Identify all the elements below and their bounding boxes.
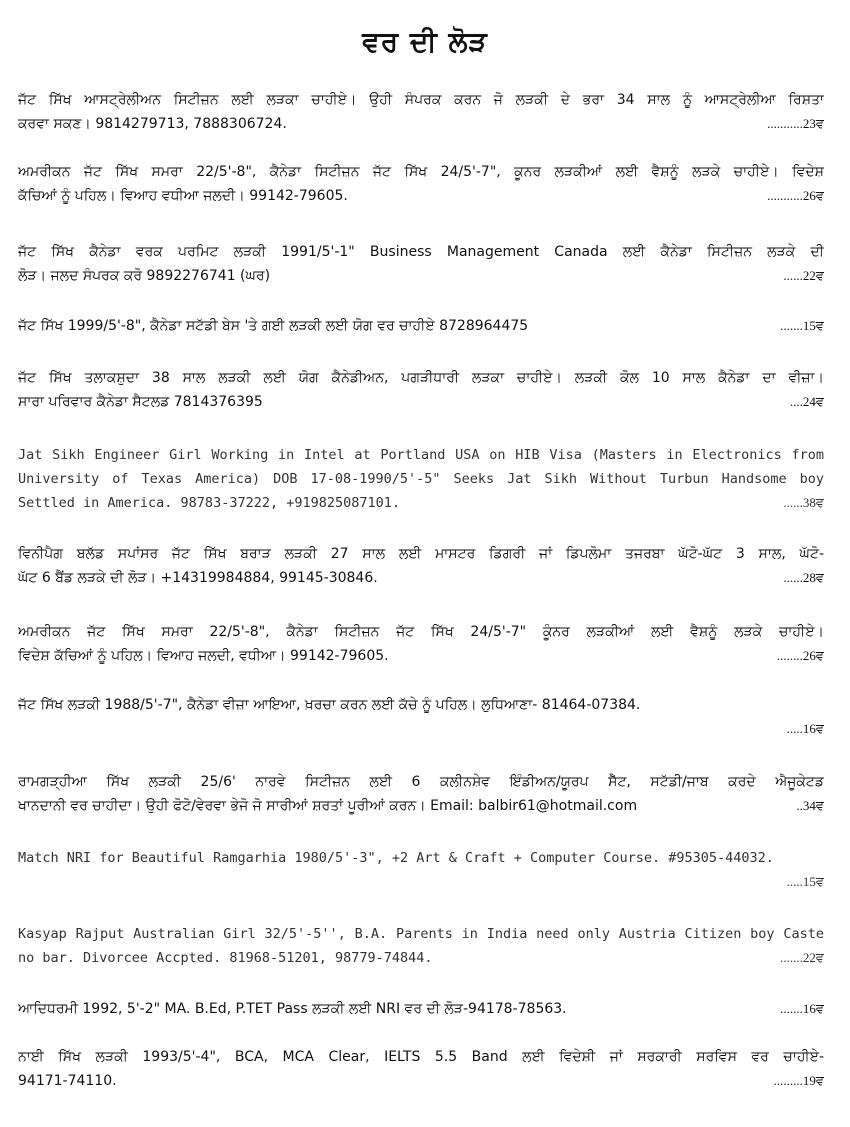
classified-ad-3: [18, 240, 824, 288]
ad-code: ...........23ਵ: [767, 116, 824, 131]
ad-code: .......16ਵ: [780, 1001, 824, 1016]
ad-code: .....16ਵ: [786, 721, 824, 736]
ad-code: .......15ਵ: [780, 318, 824, 333]
ad-line: University of Texas America) DOB 17-08-1990/5'-5" Seeks Jat Sikh Without Turbun Handsome boy: [18, 471, 824, 487]
classified-ad-13: [18, 997, 824, 1021]
ad-line: ਜੱਟ ਸਿੱਖ ਲੜਕੀ 1988/5'-7", ਕੈਨੇਡਾ ਵੀਜ਼ਾ ਆਇਆ, ਖ਼ਰਚਾ ਕਰਨ ਲਈ ਕੱਚੇ ਨੂੰ ਪਹਿਲ। ਲੁਧਿਆਣਾ- 81464-07384.: [18, 697, 641, 713]
ad-code: ......22ਵ: [783, 268, 824, 283]
ad-code: .........19ਵ: [773, 1073, 824, 1088]
ad-line: ਘੱਟ 6 ਬੈਂਡ ਲੜਕੇ ਦੀ ਲੋੜ। +14319984884, 99145-30846.: [18, 570, 378, 586]
classified-ad-6: [18, 443, 824, 515]
classified-ad-7: [18, 542, 824, 590]
ad-line: Match NRI for Beautiful Ramgarhia 1980/5'-3", +2 Art & Craft + Computer Course. #95305-44032.: [18, 850, 774, 866]
ad-code: .....15ਵ: [786, 874, 824, 889]
classified-ad-9: [18, 693, 824, 741]
ad-line: Jat Sikh Engineer Girl Working in Intel at Portland USA on HIB Visa (Masters in Electronics from: [18, 447, 824, 463]
ad-line: ਸਾਰਾ ਪਰਿਵਾਰ ਕੈਨੇਡਾ ਸੈਟਲਡ 7814376395: [18, 394, 263, 410]
page-title: ਵਰ ਦੀ ਲੋੜ: [362, 25, 488, 58]
ad-line: ਅਮਰੀਕਨ ਜੱਟ ਸਿੱਖ ਸਮਰਾ 22/5'-8", ਕੈਨੇਡਾ ਸਿਟੀਜ਼ਨ ਜੱਟ ਸਿੱਖ 24/5'-7", ਕੂਨਰ ਲੜਕੀਆਂ ਲਈ ਵੈਸ਼ਨੂੰ ਲੜਕੇ ਚਾਹੀਏ। ਵਿਦੇਸ਼: [18, 164, 824, 180]
ad-code: ......38ਵ: [783, 495, 824, 510]
ad-line: ਜੱਟ ਸਿੱਖ ਆਸਟ੍ਰੇਲੀਅਨ ਸਿਟੀਜ਼ਨ ਲਈ ਲੜਕਾ ਚਾਹੀਏ। ਉਹੀ ਸੰਪਰਕ ਕਰਨ ਜੋ ਲੜਕੀ ਦੇ ਭਰਾ 34 ਸਾਲ ਨੂੰ ਆਸਟ੍ਰੇਲੀਆ ਰਿਸ਼ਤਾ: [18, 92, 824, 108]
ad-code: ......28ਵ: [783, 570, 824, 585]
ad-line: ਵਿਦੇਸ਼ ਕੱਚਿਆਂ ਨੂੰ ਪਹਿਲ। ਵਿਆਹ ਜਲਦੀ, ਵਧੀਆ। 99142-79605.: [18, 648, 389, 664]
ad-line: ਵਿਨੀਪੈਗ ਬਲੱਡ ਸਪਾਂਸਰ ਜੱਟ ਸਿੱਖ ਬਰਾੜ ਲੜਕੀ 27 ਸਾਲ ਲਈ ਮਾਸਟਰ ਡਿਗਰੀ ਜਾਂ ਡਿਪਲੋਮਾ ਤਜਰਬਾ ਘੱਟੋ-ਘੱਟ 3 ਸਾਲ, ਘੱਟੋ-: [18, 546, 824, 562]
ad-line: ਰਾਮਗੜ੍ਹੀਆ ਸਿੱਖ ਲੜਕੀ 25/6' ਨਾਰਵੇ ਸਿਟੀਜ਼ਨ ਲਈ 6 ਕਲੀਨਸ਼ੇਵ ਇੰਡੀਅਨ/ਯੂਰਪ ਸੈੱਟ, ਸਟੱਡੀ/ਜਾਬ ਕਰਦੇ ਐਜੂਕੇਟਡ: [18, 774, 824, 790]
ad-line: ਕੱਚਿਆਂ ਨੂੰ ਪਹਿਲ। ਵਿਆਹ ਵਧੀਆ ਜਲਦੀ। 99142-79605.: [18, 188, 348, 204]
classified-ad-12: [18, 922, 824, 970]
ad-line: ਲੋੜ। ਜਲਦ ਸੰਪਰਕ ਕਰੋ 9892276741 (ਘਰ): [18, 268, 271, 284]
ad-line: ਅਮਰੀਕਨ ਜੱਟ ਸਿੱਖ ਸਮਰਾ 22/5'-8", ਕੈਨੇਡਾ ਸਿਟੀਜ਼ਨ ਜੱਟ ਸਿੱਖ 24/5'-7" ਕੂੰਨਰ ਲੜਕੀਆਂ ਲਈ ਵੈਸ਼ਨੂੰ ਲੜਕੇ ਚਾਹੀਏ।: [18, 624, 824, 640]
ad-line: 94171-74110.: [18, 1073, 117, 1089]
classified-ad-11: [18, 846, 824, 894]
ad-line: ਜੱਟ ਸਿੱਖ ਤਲਾਕਸ਼ੁਦਾ 38 ਸਾਲ ਲੜਕੀ ਲਈ ਯੋਗ ਕੈਨੇਡੀਅਨ, ਪਗੜੀਧਾਰੀ ਲੜਕਾ ਚਾਹੀਏ। ਲੜਕੀ ਕੋਲ 10 ਸਾਲ ਕੈਨੇਡਾ ਦਾ ਵੀਜ਼ਾ।: [18, 370, 824, 386]
ad-line: ਆਦਿਧਰਮੀ 1992, 5'-2" MA. B.Ed, P.TET Pass ਲੜਕੀ ਲਈ NRI ਵਰ ਦੀ ਲੋੜ-94178-78563.: [18, 1001, 567, 1017]
ad-line: Settled in America. 98783-37222, +919825087101.: [18, 495, 401, 511]
ad-line: ਨਾਈ ਸਿੱਖ ਲੜਕੀ 1993/5'-4", BCA, MCA Clear, IELTS 5.5 Band ਲਈ ਵਿਦੇਸ਼ੀ ਜਾਂ ਸਰਕਾਰੀ ਸਰਵਿਸ ਵਰ ਚਾਹੀਏ-: [18, 1049, 824, 1065]
classified-ad-1: [18, 88, 824, 136]
classified-ad-10: [18, 770, 824, 818]
classified-ad-8: [18, 620, 824, 668]
ad-code: ........26ਵ: [776, 648, 824, 663]
classified-ad-14: [18, 1045, 824, 1093]
ad-line: Kasyap Rajput Australian Girl 32/5'-5'', B.A. Parents in India need only Austria Citizen boy Caste: [18, 926, 824, 942]
ad-line: ਜੱਟ ਸਿੱਖ ਕੈਨੇਡਾ ਵਰਕ ਪਰਮਿਟ ਲੜਕੀ 1991/5'-1" Business Management Canada ਲਈ ਕੈਨੇਡਾ ਸਿਟੀਜ਼ਨ ਲੜਕੇ ਦੀ: [18, 244, 824, 260]
classified-ad-5: [18, 366, 824, 414]
ad-line: no bar. Divorcee Accpted. 81968-51201, 98779-74844.: [18, 950, 433, 966]
ad-line: ਜੱਟ ਸਿੱਖ 1999/5'-8", ਕੈਨੇਡਾ ਸਟੱਡੀ ਬੇਸ 'ਤੇ ਗਈ ਲੜਕੀ ਲਈ ਯੋਗ ਵਰ ਚਾਹੀਏ 8728964475: [18, 318, 529, 334]
ad-code: ....24ਵ: [789, 394, 824, 409]
classified-ad-2: [18, 160, 824, 208]
classified-ad-4: [18, 314, 824, 338]
ad-code: ..34ਵ: [796, 798, 824, 813]
ad-line: ਕਰਵਾ ਸਕਣ। 9814279713, 7888306724.: [18, 116, 287, 132]
ad-code: .......22ਵ: [780, 950, 824, 965]
ad-line: ਖਾਨਦਾਨੀ ਵਰ ਚਾਹੀਦਾ। ਉਹੀ ਫੋਟੋ/ਵੇਰਵਾ ਭੇਜੋ ਜੋ ਸਾਰੀਆਂ ਸ਼ਰਤਾਂ ਪੂਰੀਆਂ ਕਰਨ। Email: balbir61@hotmail.com: [18, 798, 638, 814]
ad-code: ...........26ਵ: [767, 188, 824, 203]
